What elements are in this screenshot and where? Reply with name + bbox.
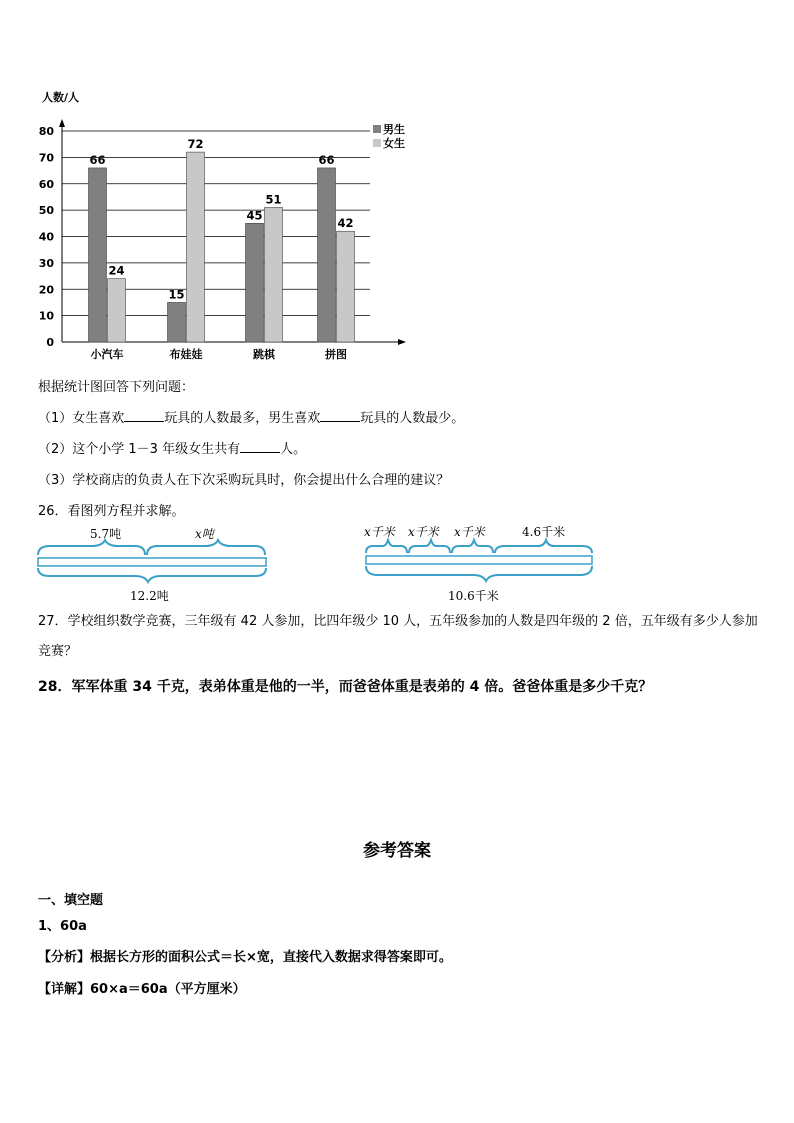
y-tick-label: 70	[38, 151, 54, 165]
legend-swatch	[373, 125, 381, 133]
data-label: 42	[337, 216, 354, 231]
bar-chart	[30, 85, 420, 365]
answer-1-detail: 【详解】60×a＝60a（平方厘米）	[38, 982, 246, 997]
bottom-brace	[38, 568, 266, 582]
legend-label: 女生	[383, 137, 405, 150]
segment-label-total: 10.6千米	[448, 589, 499, 603]
x-tick-label: 小汽车	[90, 348, 124, 361]
legend-swatch	[373, 139, 381, 147]
data-label: 24	[108, 263, 125, 278]
bar	[168, 302, 186, 342]
q28-text: 28．军军体重 34 千克，表弟体重是他的一半，而爸爸体重是表弟的 4 倍。爸爸体重是多少千克？	[38, 679, 653, 695]
bar	[246, 223, 264, 342]
data-label: 66	[89, 152, 106, 167]
segment-label-x1: x千米	[364, 525, 395, 539]
segment-label-4.6: 4.6千米	[522, 525, 566, 539]
q25-part2-a: （2）这个小学 1－3 年级女生共有	[38, 442, 241, 457]
q25-intro: 根据统计图回答下列问题：	[38, 380, 195, 395]
q25-part2	[38, 438, 306, 457]
y-tick-label: 20	[38, 283, 54, 297]
legend-label: 男生	[383, 123, 405, 136]
q25-part1-b: 玩具的人数最多，男生喜欢	[164, 411, 321, 426]
x-tick-label: 跳棋	[253, 348, 275, 361]
q25-part1	[38, 407, 464, 426]
chart-legend	[373, 122, 405, 150]
y-axis-label: 人数/人	[42, 91, 80, 104]
bar	[89, 168, 107, 342]
segment-diagram-right	[358, 520, 608, 610]
segment-label-x: x吨	[195, 527, 214, 541]
bar	[337, 231, 355, 342]
top-brace-right	[147, 540, 265, 555]
bar	[187, 152, 205, 342]
data-label: 15	[168, 287, 185, 302]
x-tick-label: 布娃娃	[169, 348, 203, 361]
q26-prompt: 26．看图列方程并求解。	[38, 504, 185, 519]
data-label: 51	[265, 192, 282, 207]
answers-section: 一、填空题	[38, 893, 104, 908]
bottom-brace	[366, 566, 592, 581]
answer-blank[interactable]	[240, 440, 280, 453]
segment-bar	[366, 556, 592, 564]
segment-label-x2: x千米	[408, 525, 439, 539]
x-tick-label: 拼图	[325, 348, 347, 361]
segment-diagram-left	[30, 520, 280, 610]
bar	[108, 279, 126, 342]
chart-bars	[89, 152, 355, 342]
answer-1: 1、60a	[38, 919, 87, 934]
q27-text: 27．学校组织数学竞赛，三年级有 42 人参加，比四年级少 10 人，五年级参加的人数是四年级的 2 倍，五年级有多少人参加竞赛？	[38, 614, 758, 659]
y-tick-label: 40	[38, 230, 54, 244]
q25-part1-a: （1）女生喜欢	[38, 411, 125, 426]
segment-label-5.7: 5.7吨	[90, 527, 122, 541]
y-tick-label: 0	[46, 336, 54, 349]
top-brace-left	[38, 540, 145, 555]
y-tick-label: 10	[38, 309, 54, 323]
y-tick-label: 50	[38, 204, 54, 218]
data-label: 66	[318, 152, 335, 167]
answer-blank[interactable]	[124, 409, 164, 422]
segment-label-x3: x千米	[454, 525, 485, 539]
data-label: 72	[187, 137, 204, 152]
bar	[265, 207, 283, 342]
y-tick-label: 30	[38, 256, 54, 270]
answer-1-analysis: 【分析】根据长方形的面积公式＝长×宽，直接代入数据求得答案即可。	[38, 950, 452, 965]
q25-part2-b: 人。	[280, 442, 307, 457]
q25-part3: （3）学校商店的负责人在下次采购玩具时，你会提出什么合理的建议？	[38, 473, 450, 488]
y-tick-label: 60	[38, 177, 54, 191]
q25-part1-c: 玩具的人数最少。	[360, 411, 465, 426]
segment-bar	[38, 558, 266, 566]
segment-label-total: 12.2吨	[130, 589, 169, 603]
answers-title: 参考答案	[363, 841, 431, 861]
y-axis-arrow	[59, 119, 65, 127]
x-axis-arrow	[398, 339, 406, 345]
bar	[318, 168, 336, 342]
data-label: 45	[246, 208, 263, 223]
y-tick-label: 80	[38, 125, 54, 138]
answer-blank[interactable]	[320, 409, 360, 422]
